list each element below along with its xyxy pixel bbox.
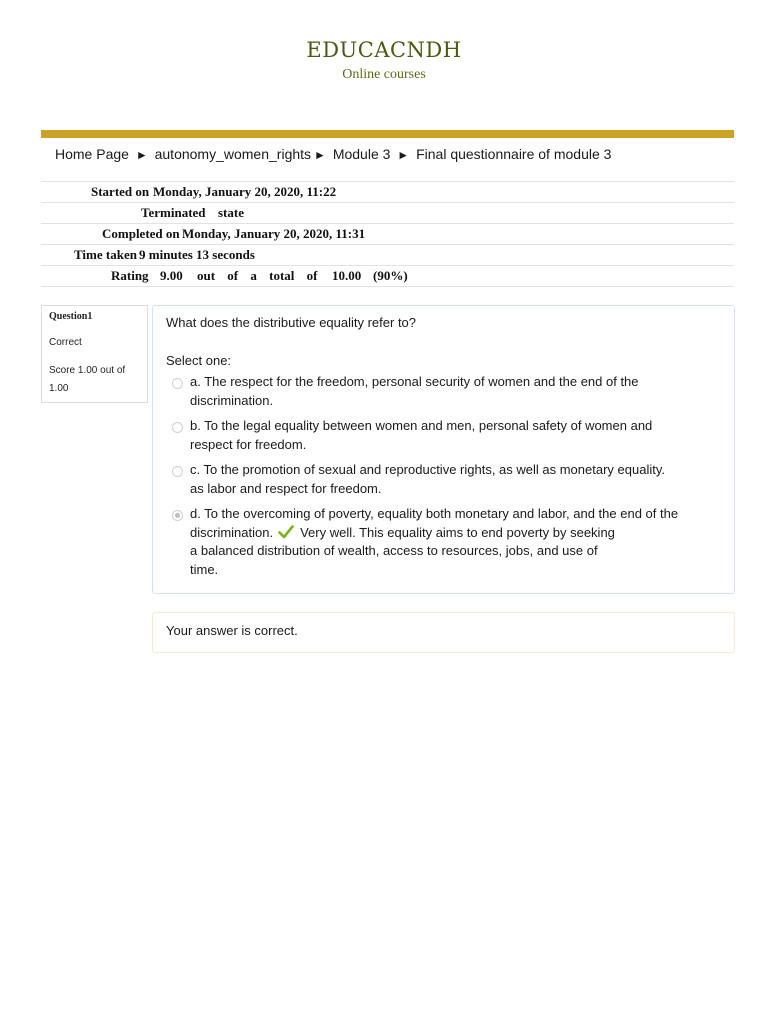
- summary-row-time: [41, 244, 734, 265]
- answer-label-continued-line: [172, 524, 692, 543]
- breadcrumb: [55, 146, 611, 162]
- specific-feedback: Very well. This equality aims to end poverty by seeking: [300, 524, 615, 540]
- breadcrumb-separator-icon: ►: [397, 148, 410, 162]
- breadcrumb-course-link[interactable]: autonomy_women_rights: [154, 146, 312, 162]
- feedback-text: Your answer is correct.: [166, 623, 298, 638]
- correct-check-icon: [278, 525, 294, 539]
- breadcrumb-home-link[interactable]: Home Page: [55, 146, 129, 162]
- summary-label: Terminated: [141, 205, 206, 220]
- summary-value: 9 minutes 13 seconds: [139, 247, 255, 262]
- breadcrumb-separator-icon: ►: [314, 148, 326, 162]
- question-text: What does the distributive equality refer to?: [166, 315, 417, 330]
- specific-feedback-line: time.: [190, 561, 219, 577]
- answer-prompt: Select one:: [166, 353, 232, 368]
- answer-label: d. To the overcoming of poverty, equality both monetary and labor, and the end of the: [190, 506, 679, 521]
- site-subtitle: Online courses: [342, 67, 426, 82]
- summary-row-rating: [41, 265, 734, 287]
- question-grade: Score 1.00 out of 1.00: [49, 365, 126, 394]
- summary-label: Started on: [91, 184, 150, 199]
- answer-label: b. To the legal equality between women and men, personal safety of women and: [190, 418, 653, 433]
- summary-label: Completed on: [102, 226, 180, 241]
- question-info-panel: [41, 305, 148, 403]
- answer-option-a[interactable]: [172, 373, 692, 410]
- answer-option-c[interactable]: [172, 461, 692, 498]
- breadcrumb-separator-icon: ►: [135, 148, 148, 162]
- attempt-summary-table: [41, 181, 734, 287]
- answer-label: c. To the promotion of sexual and reproductive rights, as well as monetary equality.: [190, 462, 665, 477]
- summary-value: Monday, January 20, 2020, 11:31: [182, 226, 366, 241]
- answer-label-continued: discrimination.: [190, 524, 274, 540]
- radio-button[interactable]: [172, 422, 183, 433]
- summary-row-started: [41, 181, 734, 202]
- radio-button-selected[interactable]: [172, 510, 183, 521]
- radio-button[interactable]: [172, 378, 183, 389]
- summary-row-state: [41, 202, 734, 223]
- general-feedback-panel: [152, 612, 735, 653]
- specific-feedback-line: a balanced distribution of wealth, access to resources, jobs, and use of: [190, 543, 598, 558]
- rating-total: 10.00: [332, 268, 362, 283]
- breadcrumb-quiz-link[interactable]: Final questionnaire of module 3: [416, 146, 612, 162]
- site-title: EDUCACNDH: [306, 38, 462, 62]
- radio-button[interactable]: [172, 466, 183, 477]
- answer-label-continued: respect for freedom.: [190, 436, 307, 452]
- answer-option-b[interactable]: [172, 417, 692, 454]
- question-content-panel: [152, 305, 735, 594]
- summary-label: Rating: [111, 268, 149, 283]
- answer-option-d[interactable]: [172, 505, 692, 579]
- summary-value: Monday, January 20, 2020, 11:22: [153, 184, 337, 199]
- rating-out-of: out of a total of: [197, 268, 318, 283]
- answer-label: a. The respect for the freedom, personal security of women and the end of the: [190, 374, 639, 389]
- breadcrumb-module-link[interactable]: Module 3: [332, 146, 391, 162]
- summary-row-completed: [41, 223, 734, 244]
- question-number: Question1: [49, 311, 93, 322]
- rating-score: 9.00: [160, 268, 183, 283]
- summary-value: state: [218, 205, 244, 220]
- summary-label: Time taken: [74, 247, 137, 262]
- header-divider-bar: [41, 130, 734, 138]
- question-state: Correct: [49, 337, 82, 348]
- answer-label-continued: discrimination.: [190, 392, 274, 408]
- answer-label-continued: as labor and respect for freedom.: [190, 480, 382, 496]
- rating-percent: (90%): [373, 268, 408, 283]
